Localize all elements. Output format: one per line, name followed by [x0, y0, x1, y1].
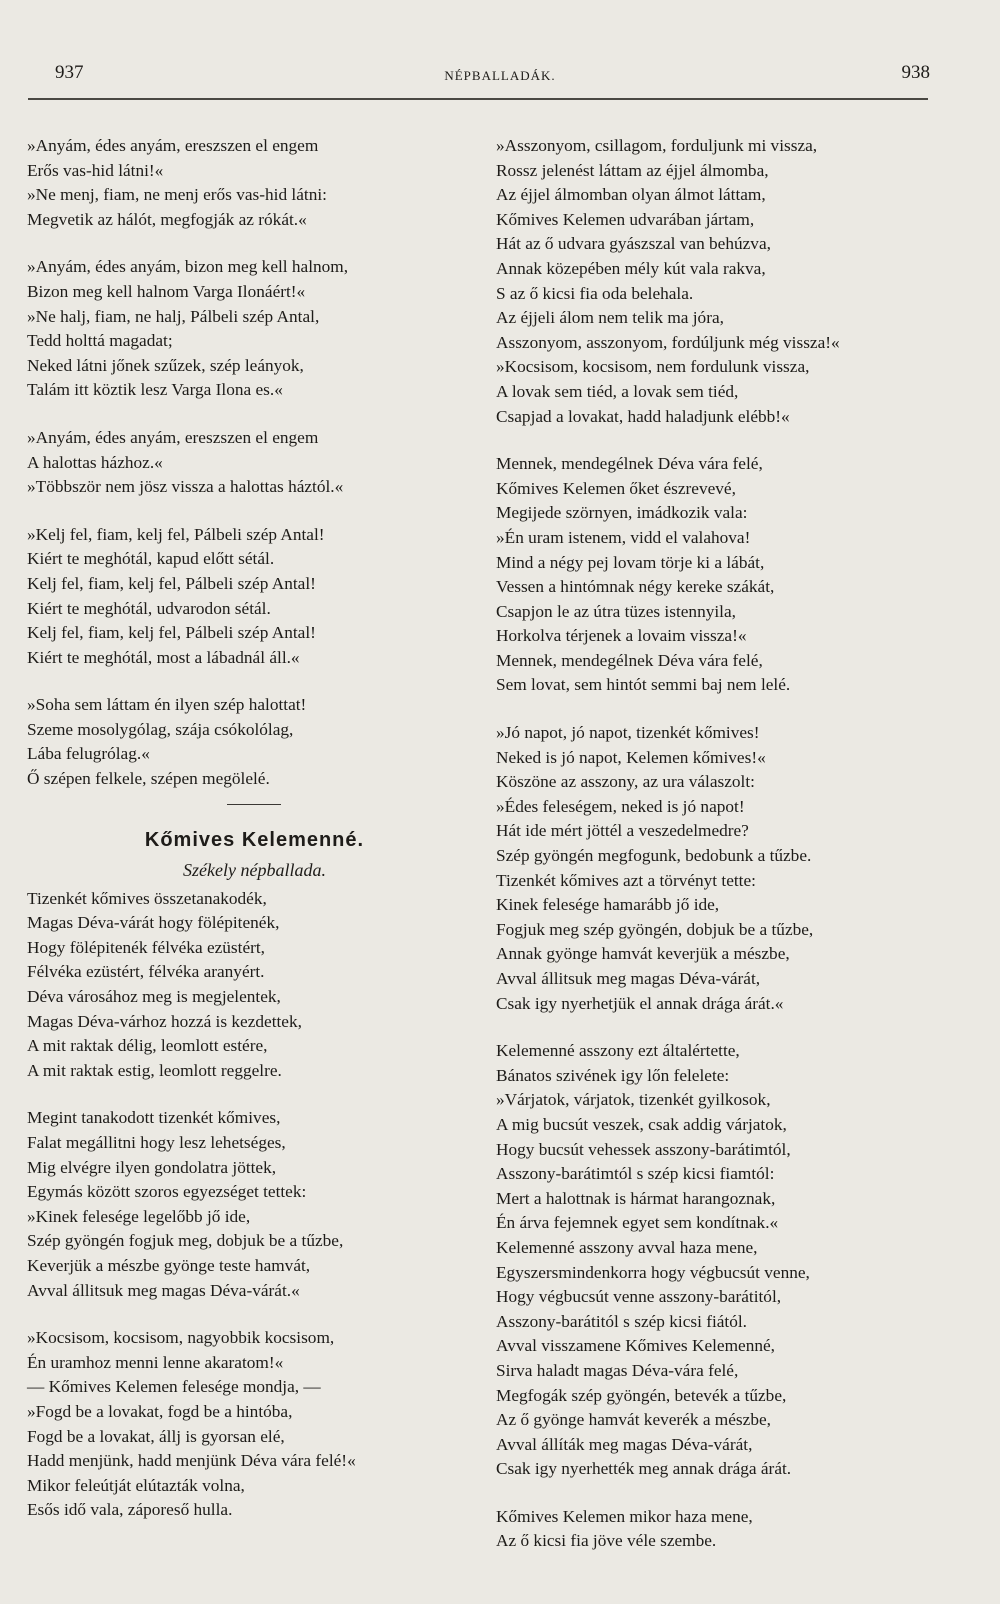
stanza	[27, 255, 482, 403]
verse-line: Magas Déva-várát hogy fölépitenék,	[27, 913, 280, 933]
verse-line: A mit raktak estig, leomlott reggelre.	[27, 1060, 282, 1080]
verse-line: Szeme mosolygólag, szája csókolólag,	[27, 719, 294, 739]
verse-line: Kelemenné asszony ezt általértette,	[496, 1041, 740, 1061]
verse-line: S az ő kicsi fia oda belehala.	[496, 283, 694, 303]
verse-line: Kelj fel, fiam, kelj fel, Pálbeli szép Antal!	[27, 573, 316, 593]
stanza	[496, 1505, 941, 1554]
verse-line: »Várjatok, várjatok, tizenkét gyilkosok,	[496, 1090, 771, 1110]
verse-line: Megfogák szép gyöngén, betevék a tűzbe,	[496, 1385, 787, 1405]
verse-line: Kiért te meghótál, kapud előtt sétál.	[27, 549, 275, 569]
verse-line: Erős vas-hid látni!«	[27, 160, 164, 180]
running-title: NÉPBALLADÁK.	[444, 68, 556, 83]
verse-line: Neked is jó napot, Kelemen kőmives!«	[496, 747, 766, 767]
verse-line: Félvéka ezüstért, félvéka aranyért.	[27, 962, 265, 982]
verse-line: Kelemenné asszony avval haza mene,	[496, 1237, 758, 1257]
stanza	[496, 721, 941, 1016]
verse-line: Csak igy nyerhették meg annak drága árát.	[496, 1459, 792, 1479]
verse-line: A lovak sem tiéd, a lovak sem tiéd,	[496, 381, 739, 401]
ballad-subtitle: Székely népballada.	[183, 859, 326, 880]
verse-line: Mert a halottnak is hármat harangoznak,	[496, 1188, 776, 1208]
stanza	[27, 887, 482, 1084]
verse-line: Kelj fel, fiam, kelj fel, Pálbeli szép Antal!	[27, 623, 316, 643]
verse-line: Avval visszamene Kőmives Kelemenné,	[496, 1336, 775, 1356]
stanza	[27, 1106, 482, 1303]
verse-line: Horkolva térjenek a lovaim vissza!«	[496, 626, 747, 646]
verse-line: — Kőmives Kelemen felesége mondja, —	[27, 1377, 321, 1397]
verse-line: Egymás között szoros egyezséget tettek:	[27, 1182, 307, 1202]
verse-line: »Anyám, édes anyám, ereszszen el engem	[27, 427, 319, 447]
verse-line: Kiért te meghótál, most a lábadnál áll.«	[27, 647, 300, 667]
verse-line: »Többször nem jösz vissza a halottas háztól.«	[27, 477, 344, 497]
verse-line: Rossz jelenést láttam az éjjel álmomba,	[496, 160, 769, 180]
stanza	[27, 523, 482, 671]
verse-line: Köszöne az asszony, az ura válaszolt:	[496, 772, 755, 792]
verse-line: Annak gyönge hamvát keverjük a mészbe,	[496, 944, 790, 964]
verse-line: A mit raktak délig, leomlott estére,	[27, 1036, 268, 1056]
left-column	[27, 134, 482, 1546]
verse-line: A halottas házhoz.«	[27, 452, 163, 472]
verse-line: Falat megállitni hogy lesz lehetséges,	[27, 1133, 286, 1152]
verse-line: Én árva fejemnek egyet sem kondítnak.«	[496, 1213, 779, 1233]
verse-line: »Édes feleségem, neked is jó napot!	[496, 796, 745, 816]
stanza	[496, 1039, 941, 1482]
verse-line: »Soha sem láttam én ilyen szép halottat!	[27, 695, 307, 715]
verse-line: Kinek felesége hamarább jő ide,	[496, 895, 720, 915]
verse-line: Megvetik az hálót, megfogják az rókát.«	[27, 209, 307, 229]
verse-line: Mennek, mendegélnek Déva vára felé,	[496, 650, 763, 670]
verse-line: Neked látni jőnek szűzek, szép leányok,	[27, 355, 304, 375]
right-stanzas	[496, 134, 941, 1554]
verse-line: »Fogd be a lovakat, fogd be a hintóba,	[27, 1401, 293, 1421]
verse-line: Csak igy nyerhetjük el annak drága árát.«	[496, 993, 784, 1013]
verse-line: Fogd be a lovakat, állj is gyorsan elé,	[27, 1426, 285, 1446]
verse-line: Asszony-barátitól s szép kicsi fiától.	[496, 1311, 748, 1331]
left-stanzas-before	[27, 134, 482, 792]
verse-line: Déva városához meg is megjelentek,	[27, 987, 281, 1007]
stanza	[496, 452, 941, 698]
verse-line: Csapjon le az útra tüzes istennyila,	[496, 601, 736, 621]
verse-line: Mennek, mendegélnek Déva vára felé,	[496, 454, 763, 474]
verse-line: »Ne halj, fiam, ne halj, Pálbeli szép Antal,	[27, 306, 320, 326]
verse-line: Annak közepében mély kút vala rakva,	[496, 258, 766, 278]
verse-line: »Anyám, édes anyám, bizon meg kell halnom,	[27, 257, 349, 277]
verse-line: Egyszersmindenkorra hogy végbucsút venne,	[496, 1262, 810, 1282]
verse-line: Tizenkét kőmives azt a törvényt tette:	[496, 870, 756, 890]
verse-line: Talám itt köztik lesz Varga Ilona es.«	[27, 380, 283, 400]
page-number-right: 938	[901, 62, 930, 83]
verse-line: Szép gyöngén fogjuk meg, dobjuk be a tűzbe,	[27, 1231, 344, 1251]
verse-line: Kőmives Kelemen udvarában jártam,	[496, 209, 755, 229]
verse-line: Sirva haladt magas Déva-vára felé,	[496, 1360, 739, 1380]
verse-line: Asszony-barátimtól s szép kicsi fiamtól:	[496, 1164, 775, 1184]
verse-line: Fogjuk meg szép gyöngén, dobjuk be a tűzbe,	[496, 919, 814, 939]
verse-line: Az ő gyönge hamvát keverék a mészbe,	[496, 1410, 771, 1430]
verse-line: Avval állitsuk meg magas Déva-várát.«	[27, 1280, 300, 1300]
verse-line: »Kelj fel, fiam, kelj fel, Pálbeli szép Antal!	[27, 524, 325, 544]
verse-line: »Anyám, édes anyám, ereszszen el engem	[27, 136, 319, 155]
stanza	[27, 1326, 482, 1523]
verse-line: Keverjük a mészbe gyönge teste hamvát,	[27, 1255, 311, 1275]
left-stanzas-after	[27, 887, 482, 1523]
verse-line: Az éjjel álmomban olyan álmot láttam,	[496, 185, 766, 205]
stanza	[27, 693, 482, 791]
verse-line: Az éjjeli álom nem telik ma jóra,	[496, 308, 724, 328]
verse-line: Mind a négy pej lovam törje ki a lábát,	[496, 552, 765, 572]
verse-line: Hadd menjünk, hadd menjünk Déva vára felé!«	[27, 1451, 356, 1471]
page-number-left: 937	[55, 62, 84, 83]
verse-line: Kiért te meghótál, udvarodon sétál.	[27, 598, 271, 618]
verse-line: Én uramhoz menni lenne akaratom!«	[27, 1352, 284, 1372]
verse-line: »Kocsisom, kocsisom, nagyobbik kocsisom,	[27, 1328, 335, 1348]
section-divider	[227, 804, 281, 805]
verse-line: »Én uram istenem, vidd el valahova!	[496, 527, 751, 547]
verse-line: Hogy végbucsút venne asszony-barátitól,	[496, 1287, 782, 1307]
verse-line: Bánatos szivének igy lőn felelete:	[496, 1065, 730, 1085]
verse-line: Hogy bucsút vehessek asszony-barátimtól,	[496, 1139, 791, 1159]
verse-line: Szép gyöngén megfogunk, bedobunk a tűzbe.	[496, 846, 812, 866]
stanza	[27, 134, 482, 232]
verse-line: Az ő kicsi fia jöve véle szembe.	[496, 1531, 717, 1551]
verse-line: Lába felugrólag.«	[27, 744, 150, 764]
verse-line: Tizenkét kőmives összetanakodék,	[27, 888, 267, 908]
verse-line: Megijede szörnyen, imádkozik vala:	[496, 503, 748, 523]
verse-line: »Asszonyom, csillagom, forduljunk mi vissza,	[496, 136, 818, 155]
verse-line: Vessen a hintómnak négy kereke szákát,	[496, 577, 775, 597]
verse-line: Avval állíták meg magas Déva-várát,	[496, 1434, 753, 1454]
stanza	[27, 426, 482, 500]
verse-line: »Kinek felesége legelőbb jő ide,	[27, 1206, 251, 1226]
verse-line: Mikor feleútját elútazták volna,	[27, 1475, 245, 1495]
verse-line: Tedd holttá magadat;	[27, 331, 173, 351]
stanza	[496, 134, 941, 429]
header-rule	[28, 98, 928, 100]
verse-line: Sem lovat, sem hintót semmi baj nem lelé.	[496, 675, 791, 695]
right-column	[496, 134, 941, 1577]
verse-line: Avval állitsuk meg magas Déva-várát,	[496, 969, 761, 988]
verse-line: Bizon meg kell halnom Varga Ilonáért!«	[27, 281, 306, 301]
verse-line: Asszonyom, asszonyom, fordúljunk még vissza!«	[496, 332, 840, 352]
verse-line: Megint tanakodott tizenkét kőmives,	[27, 1108, 281, 1128]
verse-line: Kőmives Kelemen őket észrevevé,	[496, 478, 736, 498]
verse-line: Mig elvégre ilyen gondolatra jöttek,	[27, 1157, 277, 1177]
verse-line: Csapjad a lovakat, hadd haladjunk elébb!«	[496, 406, 790, 426]
verse-line: Kőmives Kelemen mikor haza mene,	[496, 1506, 753, 1526]
verse-line: Hát az ő udvara gyászszal van behúzva,	[496, 234, 771, 254]
verse-line: »Kocsisom, kocsisom, nem fordulunk vissza,	[496, 357, 810, 377]
verse-line: Esős idő vala, záporeső hulla.	[27, 1500, 233, 1520]
verse-line: Magas Déva-várhoz hozzá is kezdettek,	[27, 1011, 302, 1031]
verse-line: Hát ide mért jöttél a veszedelmedre?	[496, 821, 749, 841]
verse-line: »Jó napot, jó napot, tizenkét kőmives!	[496, 723, 760, 743]
verse-line: Hogy fölépitenék félvéka ezüstért,	[27, 937, 265, 957]
verse-line: A mig bucsút veszek, csak addig várjatok,	[496, 1114, 787, 1134]
ballad-title: Kőmives Kelemenné.	[144, 828, 365, 851]
verse-line: Ő szépen felkele, szépen megölelé.	[27, 769, 270, 789]
verse-line: »Ne menj, fiam, ne menj erős vas-hid látni:	[27, 185, 327, 205]
